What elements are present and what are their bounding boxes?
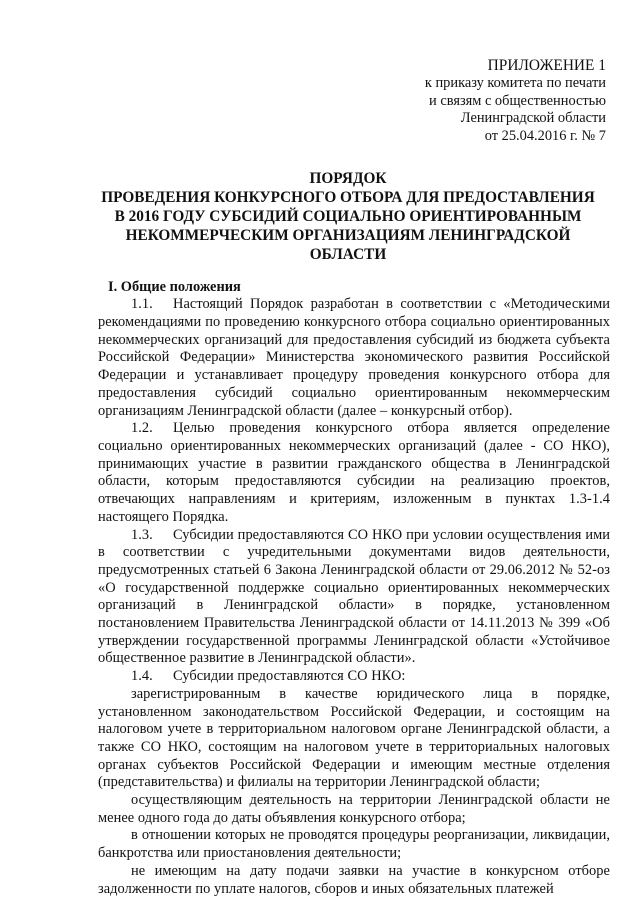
appendix-line: и связям с общественностью	[429, 92, 606, 109]
paragraph-1-1	[98, 296, 610, 420]
document-title	[86, 170, 610, 264]
paragraph-text: в отношении которых не проводятся процедуры реорганизации, ликвидации, банкротства или приостановления деятельности;	[98, 827, 610, 862]
paragraph-1-2	[98, 420, 610, 526]
paragraph-number: 1.2.	[131, 420, 153, 437]
paragraph-text: Субсидии предоставляются СО НКО:	[173, 668, 406, 685]
paragraph-item	[98, 827, 610, 862]
paragraph-1-4	[98, 668, 610, 686]
title-line: В 2016 ГОДУ СУБСИДИЙ СОЦИАЛЬНО ОРИЕНТИРОВАННЫМ	[114, 207, 582, 225]
paragraph-item	[98, 792, 610, 827]
appendix-line: к приказу комитета по печати	[424, 75, 606, 91]
appendix-block	[98, 56, 606, 145]
paragraph-number: 1.3.	[131, 526, 153, 543]
paragraph-1-3	[98, 527, 610, 669]
appendix-heading: ПРИЛОЖЕНИЕ 1	[487, 57, 606, 74]
section-heading: I. Общие положения	[108, 279, 241, 296]
paragraph-item	[98, 686, 610, 792]
appendix-line: Ленинградской области	[460, 110, 606, 127]
paragraph-text: осуществляющим деятельность на территории Ленинградской области не менее одного года до даты объявления конкурсного отбора;	[98, 792, 610, 826]
paragraph-item	[98, 863, 610, 898]
document-body	[98, 296, 610, 898]
title-line: ПОРЯДОК	[309, 170, 387, 188]
appendix-line: от 25.04.2016 г. № 7	[484, 127, 606, 144]
paragraph-text: Целью проведения конкурсного отбора является определение социально ориентированных некоммерческих организаций (далее - СО НКО), принимающих участие в развитии гражданского общества в Ленинградской области, которым предоставляются субсидии на реализацию проектов, отвечающих направлениям и критериям, изложенным в пунктах 1.3-1.4 настоящего Порядка.	[98, 420, 610, 525]
paragraph-text: не имеющим на дату подачи заявки на участие в конкурсном отборе задолженности по уплате налогов, сборов и иных обязательных платежей	[98, 862, 610, 897]
paragraph-text: зарегистрированным в качестве юридического лица в порядке, установленном законодательством Российской Федерации, и состоящим на налоговом учете в территориальном налоговом органе Ленинградской области, а также СО НКО, состоящим на налоговом учете в территориальных налоговых органах субъектов Российской Федерации и имеющим местные отделения (представительства) и филиалы на территории Ленинградской области;	[98, 685, 610, 791]
paragraph-text: Настоящий Порядок разработан в соответствии с «Методическими рекомендациями по проведению конкурсного отбора социально ориентированных некоммерческих организаций для предоставления субсидий из бюджета субъекта Российской Федерации» Министерства экономического развития Российской Федерации и устанавливает процедуру проведения конкурсного отбора для предоставления субсидий социально ориентированным некоммерческим организациям Ленинградской области (далее – конкурсный отбор).	[98, 296, 610, 419]
title-line: ПРОВЕДЕНИЯ КОНКУРСНОГО ОТБОРА ДЛЯ ПРЕДОСТАВЛЕНИЯ	[101, 189, 595, 207]
paragraph-text: Субсидии предоставляются СО НКО при условии осуществления ими в соответствии с учредительными документами видов деятельности, предусмотренных статьей 6 Закона Ленинградской области от 29.06.2012 № 52-оз «О государственной поддержке социально ориентированных некоммерческих организаций в Ленинградской области» в порядке, установленном постановлением Правительства Ленинградской области от 14.11.2013 № 399 «Об утверждении государственной программы Ленинградской области «Устойчивое общественное развитие в Ленинградской области».	[98, 526, 610, 667]
paragraph-number: 1.4.	[131, 668, 153, 685]
title-line: НЕКОММЕРЧЕСКИМ ОРГАНИЗАЦИЯМ ЛЕНИНГРАДСКОЙ ОБЛАСТИ	[125, 226, 571, 263]
paragraph-number: 1.1.	[131, 296, 153, 313]
